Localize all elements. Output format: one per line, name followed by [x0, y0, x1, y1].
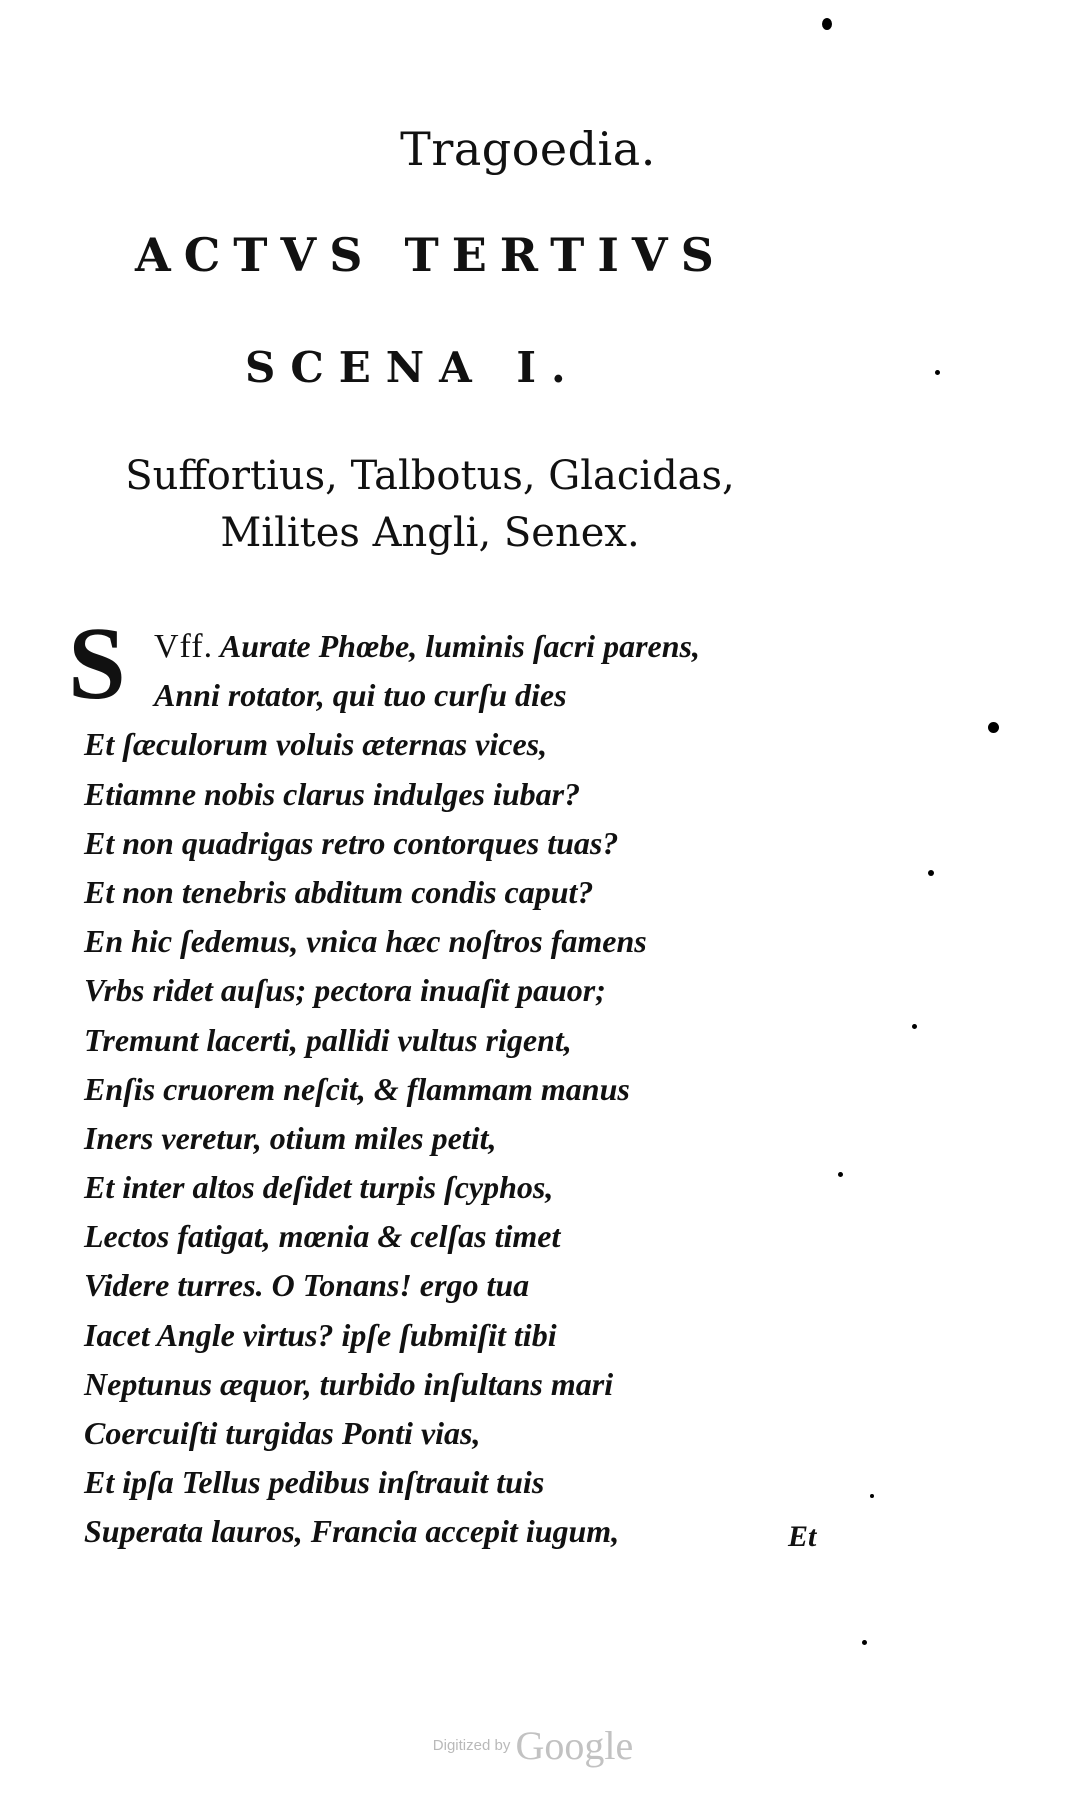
verse-line: Et non tenebris abditum condis caput?: [84, 873, 594, 910]
verse-line: Anni rotator, qui tuo curſu dies: [154, 677, 567, 714]
drop-cap: S: [68, 606, 126, 721]
cast-line-2: Milites Angli, Senex.: [220, 510, 640, 556]
watermark-prefix: Digitized by: [432, 1737, 511, 1754]
verse-line: Et ipſa Tellus pedibus inſtrauit tuis: [84, 1464, 545, 1501]
verse-line: Et inter altos deſidet turpis ſcyphos,: [84, 1169, 554, 1206]
verse-line: Tremunt lacerti, pallidi vultus rigent,: [84, 1021, 572, 1058]
cast-list: [90, 448, 770, 562]
verse-line: Iners veretur, otium miles petit,: [84, 1119, 497, 1156]
verse-line: Et non quadrigas retro contorques tuas?: [84, 824, 619, 861]
scan-speck: [935, 370, 940, 375]
verse-line: Videre turres. O Tonans! ergo tua: [84, 1267, 530, 1304]
verse-list: [84, 622, 854, 1557]
verse-line: Lectos fatigat, mœnia & celſas timet: [84, 1218, 561, 1255]
scan-speck: [822, 18, 832, 30]
speaker-label: Vff.: [154, 628, 214, 665]
act-title: ACTVS TERTIVS: [135, 228, 727, 282]
catchword: Et: [788, 1520, 817, 1553]
scan-speck: [912, 1024, 917, 1029]
verse-text: Aurate Phœbe, luminis ſacri parens,: [219, 628, 700, 664]
verse-line: Coercuiſti turgidas Ponti vias,: [84, 1415, 481, 1451]
digitized-watermark: [0, 1722, 1066, 1769]
running-head-text: Tragoedia.: [400, 122, 656, 176]
verse-line: Iacet Angle virtus? ipſe ſubmiſit tibi: [84, 1316, 557, 1353]
scan-speck: [870, 1494, 874, 1498]
running-head: [0, 122, 1066, 176]
verse-line: Neptunus æquor, turbido inſultans mari: [84, 1365, 614, 1402]
google-logo: Google: [515, 1723, 634, 1768]
scan-speck: [838, 1172, 843, 1177]
scan-speck: [928, 870, 934, 876]
verse-line: Superata lauros, Francia accepit iugum,: [84, 1513, 620, 1550]
verse-line: [84, 622, 854, 671]
verse-line: Etiamne nobis clarus indulges iubar?: [84, 775, 581, 812]
verse-line: Et ſæculorum voluis æternas vices,: [84, 726, 548, 763]
verse-line: En hic ſedemus, vnica hæc noſtros famens: [84, 923, 647, 960]
cast-line-1: Suffortius, Talbotus, Glacidas,: [125, 453, 735, 499]
verse-line: Vrbs ridet auſus; pectora inuaſit pauor;: [84, 972, 606, 1009]
scan-speck: [988, 722, 999, 733]
scene-title: SCENA I.: [245, 343, 581, 392]
verse-line: Enſis cruorem neſcit, & flammam manus: [84, 1070, 630, 1107]
scan-speck: [862, 1640, 867, 1645]
